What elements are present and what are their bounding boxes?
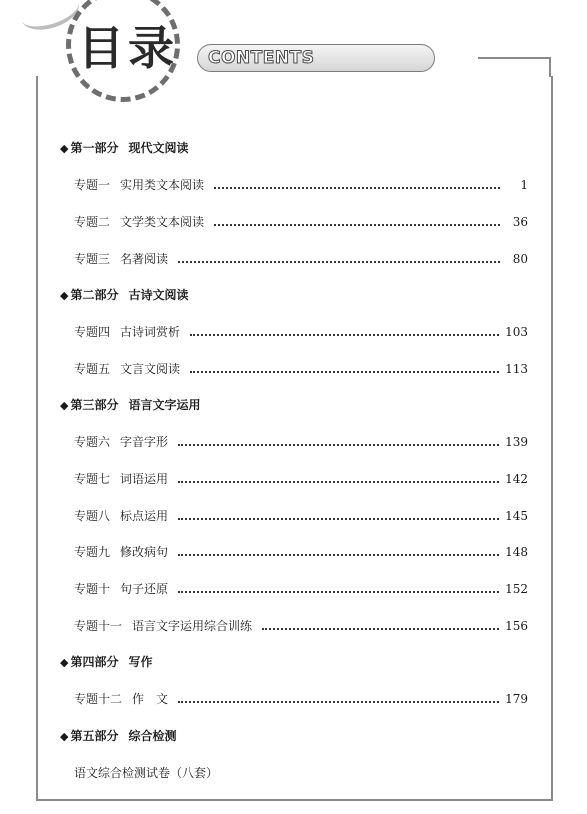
entry-page: 156 bbox=[505, 619, 528, 633]
part-label: 第一部分 bbox=[70, 141, 119, 155]
entry-number: 专题五 bbox=[74, 362, 111, 376]
part-heading-4[interactable] bbox=[60, 654, 153, 671]
diamond-bullet-icon: ◆ bbox=[60, 142, 69, 155]
toc-entry[interactable] bbox=[74, 176, 528, 194]
entry-page: 80 bbox=[512, 252, 528, 266]
dot-leader bbox=[178, 699, 499, 703]
toc-entry[interactable] bbox=[74, 360, 528, 378]
frame-corner-rule bbox=[549, 57, 551, 77]
entry-page: 179 bbox=[505, 692, 528, 706]
dot-leader bbox=[178, 589, 499, 593]
entry-page: 1 bbox=[520, 178, 528, 192]
page-title: 目录 bbox=[78, 21, 178, 75]
entry-number: 专题八 bbox=[74, 509, 111, 523]
dot-leader bbox=[190, 332, 499, 336]
dot-leader bbox=[262, 626, 499, 630]
toc-entry[interactable] bbox=[74, 543, 528, 561]
diamond-bullet-icon: ◆ bbox=[60, 656, 69, 669]
entry-title: 作 文 bbox=[132, 692, 169, 706]
closing-entry[interactable]: 语文综合检测试卷（八套） bbox=[74, 766, 219, 780]
entry-title: 语言文字运用综合训练 bbox=[132, 619, 253, 633]
toc-entry[interactable] bbox=[74, 323, 528, 341]
toc-entry[interactable] bbox=[74, 250, 528, 268]
entry-title: 文学类文本阅读 bbox=[120, 215, 205, 229]
dot-leader bbox=[190, 369, 499, 373]
entry-page: 113 bbox=[505, 362, 528, 376]
contents-label: CONTENTS bbox=[208, 48, 315, 68]
diamond-bullet-icon: ◆ bbox=[60, 399, 69, 412]
entry-title: 词语运用 bbox=[120, 472, 169, 486]
entry-number: 专题四 bbox=[74, 325, 111, 339]
entry-number: 专题七 bbox=[74, 472, 111, 486]
part-heading-1[interactable] bbox=[60, 140, 189, 157]
part-label: 第五部分 bbox=[70, 729, 119, 743]
part-heading-3[interactable] bbox=[60, 397, 201, 414]
entry-title: 实用类文本阅读 bbox=[120, 178, 205, 192]
entry-page: 148 bbox=[505, 545, 528, 559]
entry-title: 修改病句 bbox=[120, 545, 169, 559]
toc-entry[interactable] bbox=[74, 213, 528, 231]
dot-leader bbox=[214, 185, 500, 189]
part-name: 语言文字运用 bbox=[128, 398, 201, 412]
part-label: 第三部分 bbox=[70, 398, 119, 412]
dot-leader bbox=[214, 222, 500, 226]
entry-number: 专题六 bbox=[74, 435, 111, 449]
entry-title: 古诗词赏析 bbox=[120, 325, 181, 339]
toc-entry[interactable] bbox=[74, 617, 528, 635]
dot-leader bbox=[178, 479, 499, 483]
entry-title: 标点运用 bbox=[120, 509, 169, 523]
dot-leader bbox=[178, 259, 500, 263]
part-name: 写作 bbox=[128, 655, 153, 669]
part-heading-2[interactable] bbox=[60, 287, 189, 304]
entry-number: 专题九 bbox=[74, 545, 111, 559]
dot-leader bbox=[178, 552, 499, 556]
dot-leader bbox=[178, 516, 499, 520]
diamond-bullet-icon: ◆ bbox=[60, 730, 69, 743]
diamond-bullet-icon: ◆ bbox=[60, 289, 69, 302]
part-name: 现代文阅读 bbox=[128, 141, 189, 155]
frame-top-rule bbox=[478, 57, 551, 59]
entry-title: 句子还原 bbox=[120, 582, 169, 596]
dot-leader bbox=[178, 442, 499, 446]
entry-number: 专题一 bbox=[74, 178, 111, 192]
entry-number: 专题三 bbox=[74, 252, 111, 266]
entry-page: 103 bbox=[505, 325, 528, 339]
entry-title: 名著阅读 bbox=[120, 252, 169, 266]
entry-page: 36 bbox=[512, 215, 528, 229]
toc-entry[interactable] bbox=[74, 470, 528, 488]
part-label: 第二部分 bbox=[70, 288, 119, 302]
toc-entry[interactable] bbox=[74, 433, 528, 451]
toc-entry[interactable] bbox=[74, 690, 528, 708]
entry-page: 142 bbox=[505, 472, 528, 486]
entry-title: 文言文阅读 bbox=[120, 362, 181, 376]
entry-number: 专题十二 bbox=[74, 692, 123, 706]
entry-page: 139 bbox=[505, 435, 528, 449]
part-heading-5[interactable] bbox=[60, 728, 177, 745]
entry-page: 145 bbox=[505, 509, 528, 523]
part-name: 综合检测 bbox=[128, 729, 177, 743]
contents-banner bbox=[197, 44, 435, 72]
entry-number: 专题二 bbox=[74, 215, 111, 229]
entry-page: 152 bbox=[505, 582, 528, 596]
entry-title: 字音字形 bbox=[120, 435, 169, 449]
entry-number: 专题十一 bbox=[74, 619, 123, 633]
toc-entry[interactable] bbox=[74, 580, 528, 598]
entry-number: 专题十 bbox=[74, 582, 111, 596]
part-label: 第四部分 bbox=[70, 655, 119, 669]
toc-entry[interactable] bbox=[74, 507, 528, 525]
part-name: 古诗文阅读 bbox=[128, 288, 189, 302]
